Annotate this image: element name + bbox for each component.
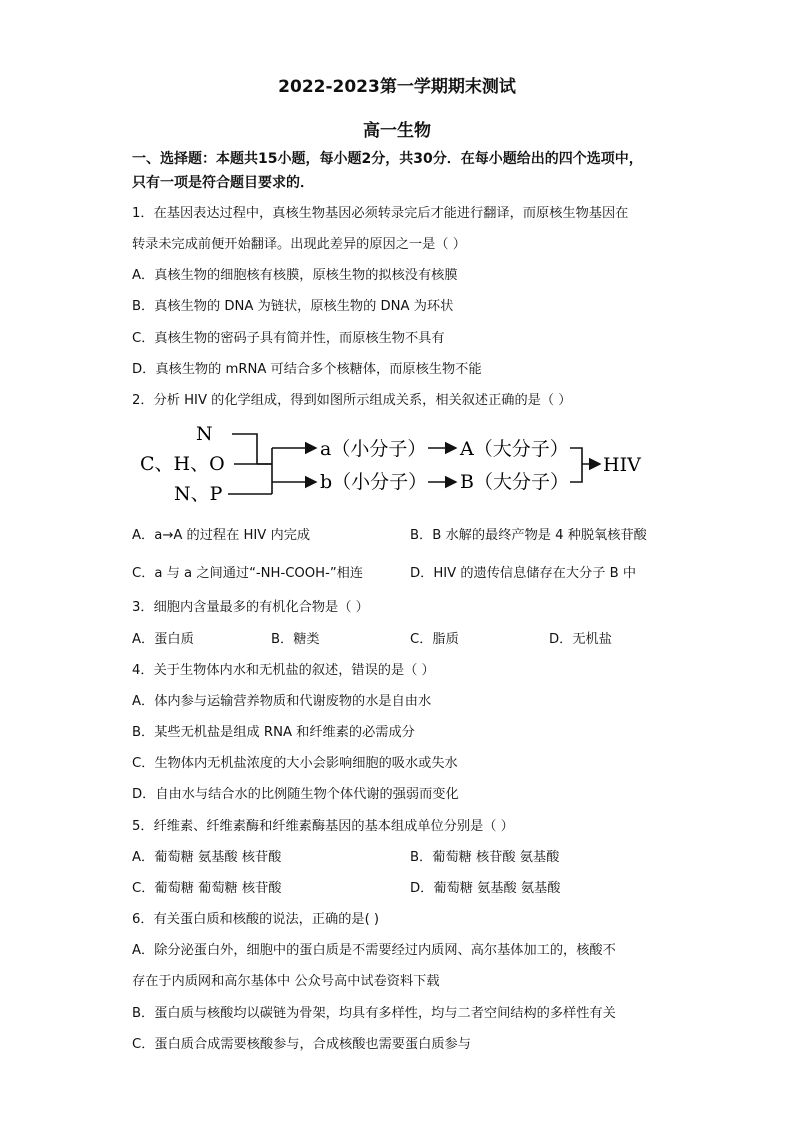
right-bracket <box>570 448 582 482</box>
q4-stem: 4．关于生物体内水和无机盐的叙述，错误的是（ ） <box>132 663 435 678</box>
hiv-composition-diagram <box>130 418 650 512</box>
q1-option-a: A．真核生物的细胞核有核膜，原核生物的拟核没有核膜 <box>132 268 458 283</box>
q1-stem-line1: 1．在基因表达过程中，真核生物基因必须转录完后才能进行翻译，而原核生物基因在 <box>132 206 629 221</box>
q5-stem: 5．纤维素、纤维素酶和纤维素酶基因的基本组成单位分别是（ ） <box>132 819 514 834</box>
q5-option-c: C．葡萄糖 葡萄糖 核苷酸 <box>132 881 282 896</box>
diagram-a-small: a（小分子） <box>320 438 427 460</box>
q2-option-c: C．a 与 a 之间通过“-NH-COOH-”相连 <box>132 566 364 581</box>
q4-option-c: C．生物体内无机盐浓度的大小会影响细胞的吸水或失水 <box>132 756 458 771</box>
q3-option-b: B．糖类 <box>271 632 320 647</box>
q5-option-a: A．葡萄糖 氨基酸 核苷酸 <box>132 850 282 865</box>
q3-option-a: A．蛋白质 <box>132 632 194 647</box>
q4-option-b: B．某些无机盐是组成 RNA 和纤维素的必需成分 <box>132 725 415 740</box>
q1-stem-line2: 转录未完成前便开始翻译。出现此差异的原因之一是（ ） <box>132 237 466 252</box>
q6-option-a-line2: 存在于内质网和高尔基体中 公众号高中试卷资料下载 <box>132 974 440 989</box>
q3-stem: 3．细胞内含量最多的有机化合物是（ ） <box>132 600 369 615</box>
q6-option-a-line1: A．除分泌蛋白外，细胞中的蛋白质是不需要经过内质网、高尔基体加工的，核酸不 <box>132 943 616 958</box>
q3-option-d: D．无机盐 <box>549 632 612 647</box>
q4-option-a: A．体内参与运输营养物质和代谢废物的水是自由水 <box>132 694 432 709</box>
q4-option-d: D．自由水与结合水的比例随生物个体代谢的强弱而变化 <box>132 787 459 802</box>
left-bracket <box>257 448 272 494</box>
q3-option-c: C．脂质 <box>410 632 459 647</box>
page-title: 2022-2023第一学期期末测试 <box>278 77 516 97</box>
q6-option-c: C．蛋白质合成需要核酸参与，合成核酸也需要蛋白质参与 <box>132 1037 471 1052</box>
q5-option-d: D．葡萄糖 氨基酸 氨基酸 <box>410 881 561 896</box>
section-heading-line1: 一、选择题：本题共15小题，每小题2分，共30分．在每小题给出的四个选项中， <box>132 151 643 167</box>
diagram-A-large: A（大分子） <box>460 438 569 460</box>
q1-option-c: C．真核生物的密码子具有简并性，而原核生物不具有 <box>132 331 445 346</box>
section-heading-line2: 只有一项是符合题目要求的． <box>132 175 314 191</box>
diagram-b-small: b（小分子） <box>320 471 428 493</box>
q5-option-b: B．葡萄糖 核苷酸 氨基酸 <box>410 850 560 865</box>
q1-option-b: B．真核生物的 DNA 为链状，原核生物的 DNA 为环状 <box>132 299 454 314</box>
q2-option-b: B．B 水解的最终产物是 4 种脱氧核苷酸 <box>410 528 647 543</box>
diagram-cho: C、H、O <box>140 453 225 475</box>
diagram-hiv: HIV <box>603 454 641 476</box>
q6-stem: 6．有关蛋白质和核酸的说法，正确的是( ) <box>132 912 380 927</box>
diagram-n: N <box>196 423 213 445</box>
q6-option-b: B．蛋白质与核酸均以碳链为骨架，均具有多样性，均与二者空间结构的多样性有关 <box>132 1006 616 1021</box>
q2-stem: 2．分析 HIV 的化学组成，得到如图所示组成关系，相关叙述正确的是（ ） <box>132 393 572 408</box>
diagram-np: N、P <box>174 483 223 505</box>
diagram-B-large: B（大分子） <box>460 471 569 493</box>
page-subtitle: 高一生物 <box>363 121 431 141</box>
connector-n <box>232 434 257 464</box>
q2-option-a: A．a→A 的过程在 HIV 内完成 <box>132 528 311 543</box>
q1-option-d: D．真核生物的 mRNA 可结合多个核糖体，而原核生物不能 <box>132 362 482 377</box>
q2-option-d: D．HIV 的遗传信息储存在大分子 B 中 <box>410 566 637 581</box>
